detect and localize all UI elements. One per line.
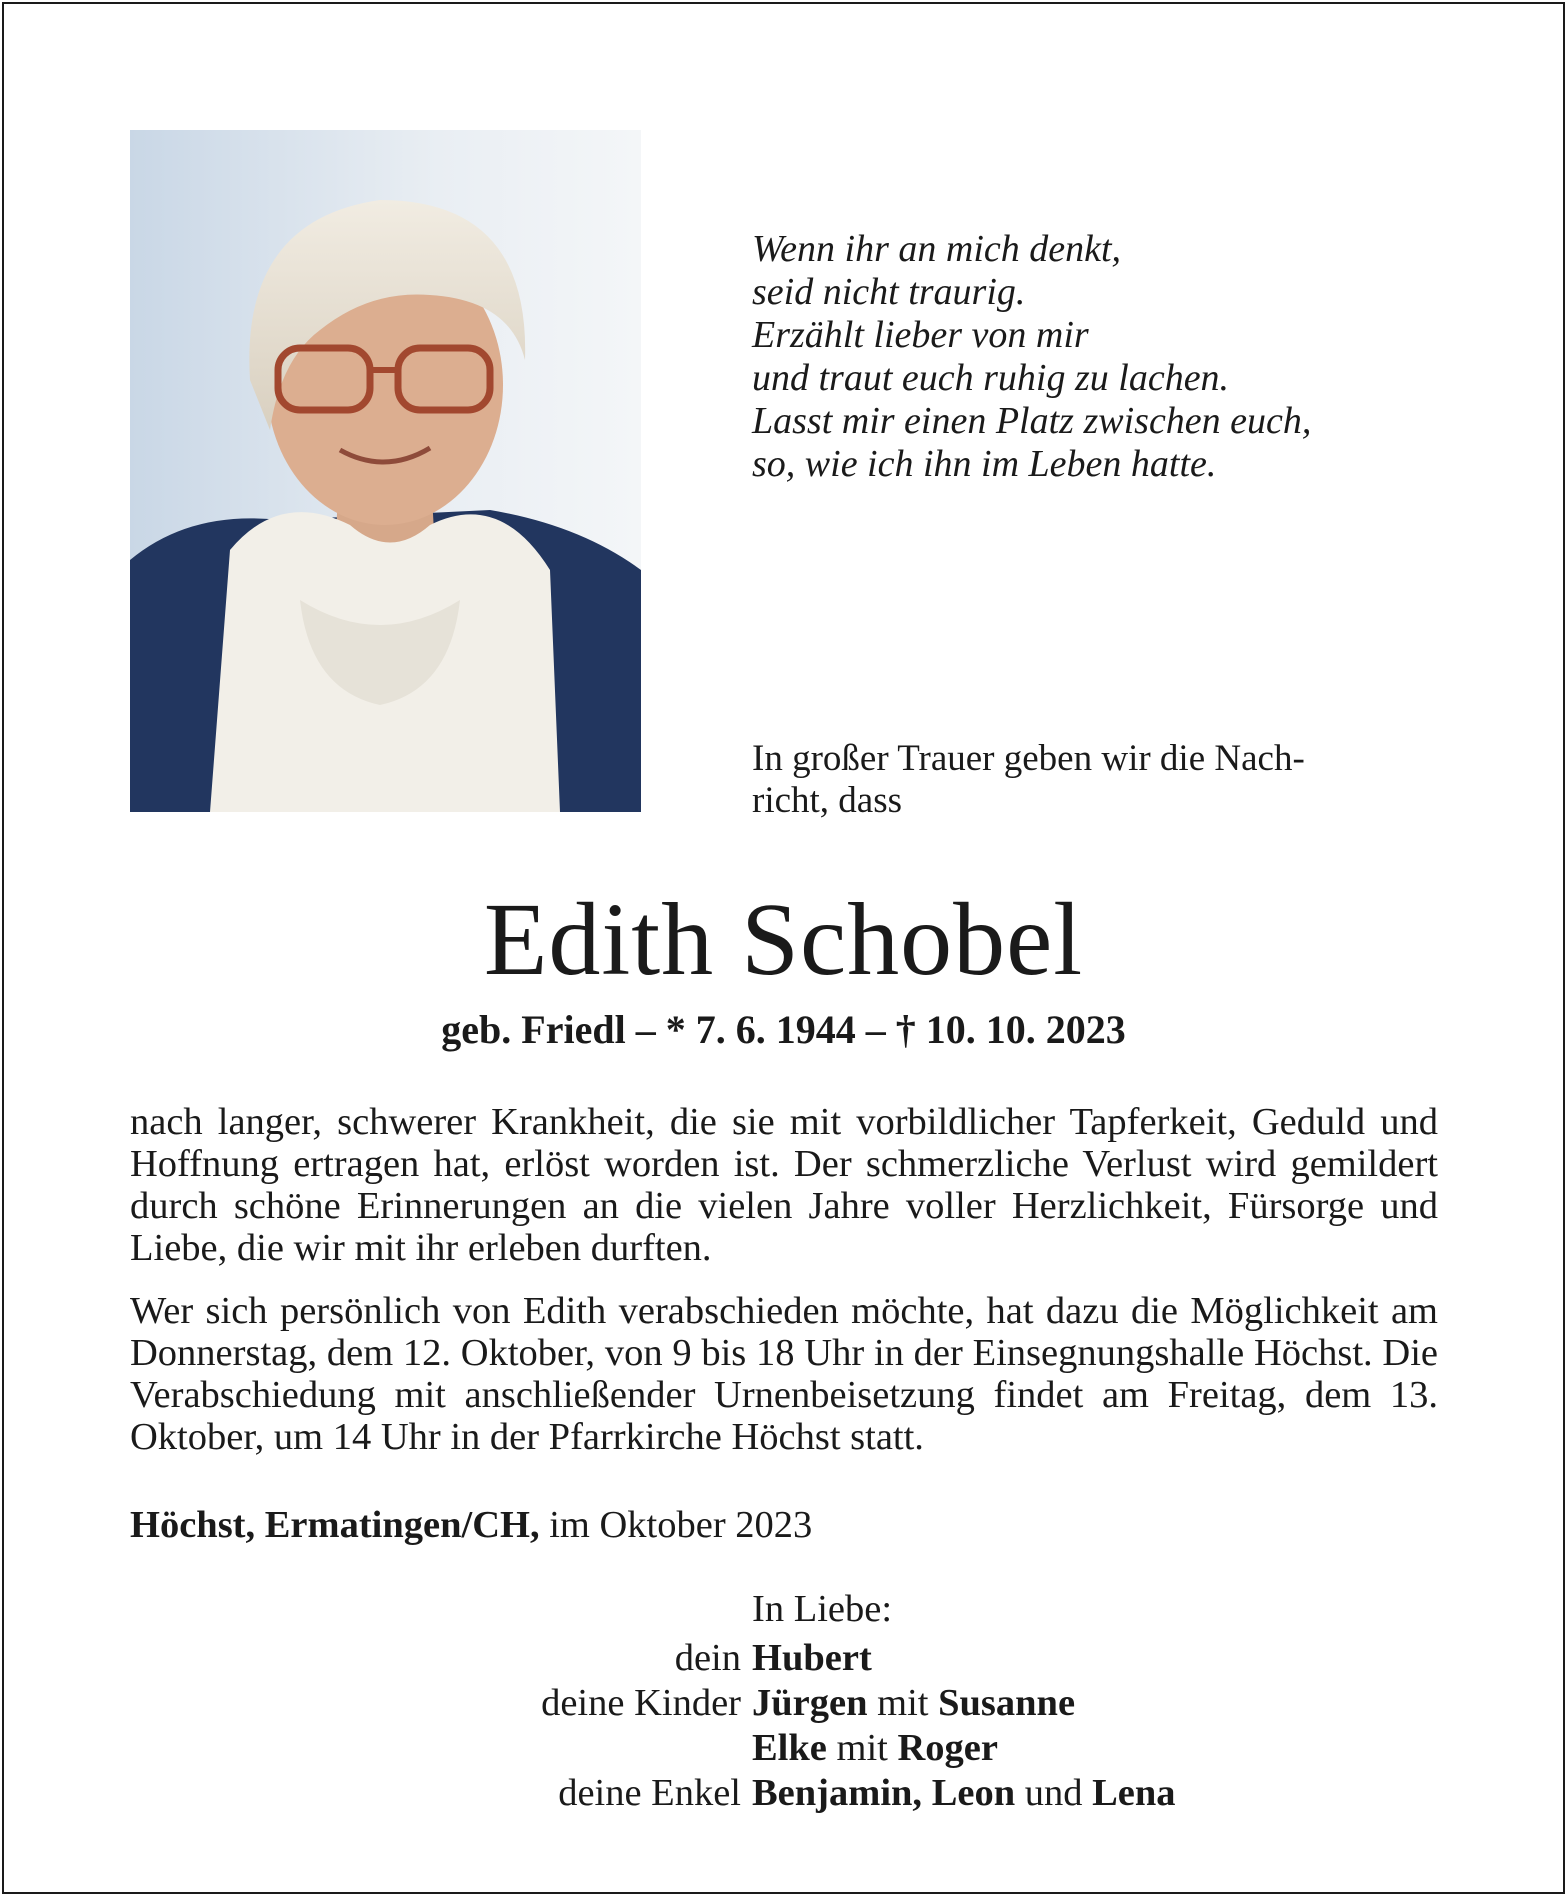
- poem-line: und traut euch ruhig zu lachen.: [752, 357, 1230, 399]
- family-relation: deine Kinder: [541, 1682, 741, 1724]
- family-name: Hubert: [752, 1637, 872, 1679]
- family-names: [752, 1636, 872, 1681]
- family-relation: deine Enkel: [558, 1772, 741, 1814]
- family-list: [0, 1636, 1567, 1816]
- family-name: Roger: [897, 1727, 998, 1769]
- place-location: Höchst, Ermatingen/CH,: [130, 1504, 540, 1546]
- memorial-poem: [752, 228, 1452, 486]
- portrait-photo: [130, 130, 641, 812]
- poem-line: so, wie ich ihn im Leben hatte.: [752, 443, 1217, 485]
- family-name: Leon: [931, 1772, 1016, 1814]
- family-names: [752, 1771, 1176, 1816]
- family-name: Elke: [752, 1727, 827, 1769]
- family-name: Jürgen: [752, 1682, 868, 1724]
- poem-line: seid nicht traurig.: [752, 271, 1026, 313]
- intro-line: richt, dass: [752, 780, 903, 821]
- signoff: In Liebe:: [752, 1588, 893, 1630]
- place-date: im Oktober 2023: [549, 1504, 813, 1546]
- family-conjunction: mit: [877, 1682, 929, 1724]
- family-names: [752, 1726, 998, 1771]
- announcement-paragraph: nach langer, schwerer Krankheit, die sie mit vorbildlicher Tapferkeit, Geduld und Hoffnung ertragen hat, erlöst worden ist. Der schmerzliche Verlust wird gemildert durch schöne Erinnerungen an die vielen Jahre voller Herzlichkeit, Fürsorge und Liebe, die wir mit ihr erleben durften.: [130, 1101, 1438, 1269]
- family-row: [0, 1636, 1567, 1681]
- intro-text: [752, 738, 1442, 822]
- poem-line: Wenn ihr an mich denkt,: [752, 228, 1122, 270]
- family-row: [0, 1681, 1567, 1726]
- family-row: [0, 1771, 1567, 1816]
- family-name: Benjamin,: [752, 1772, 923, 1814]
- family-conjunction: und: [1024, 1772, 1083, 1814]
- family-row: [0, 1726, 1567, 1771]
- family-name: Susanne: [938, 1682, 1076, 1724]
- farewell-details-paragraph: Wer sich persönlich von Edith verabschieden möchte, hat dazu die Möglichkeit am Donnerstag, dem 12. Oktober, von 9 bis 18 Uhr in der Einsegnungshalle Höchst. Die Verabschiedung mit anschließender Urnenbeisetzung findet am Freitag, dem 13. Oktober, um 14 Uhr in der Pfarrkirche Höchst statt.: [130, 1290, 1438, 1458]
- poem-line: Erzählt lieber von mir: [752, 314, 1089, 356]
- family-relation: dein: [674, 1637, 741, 1679]
- family-names: [752, 1681, 1075, 1726]
- intro-line: In großer Trauer geben wir die Nach-: [752, 738, 1305, 779]
- deceased-name: Edith Schobel: [483, 882, 1084, 997]
- family-conjunction: mit: [836, 1727, 888, 1769]
- poem-line: Lasst mir einen Platz zwischen euch,: [752, 400, 1312, 442]
- family-name: Lena: [1092, 1772, 1176, 1814]
- life-dates: geb. Friedl – * 7. 6. 1944 – † 10. 10. 2023: [441, 1007, 1126, 1052]
- place-and-date: [130, 1502, 812, 1548]
